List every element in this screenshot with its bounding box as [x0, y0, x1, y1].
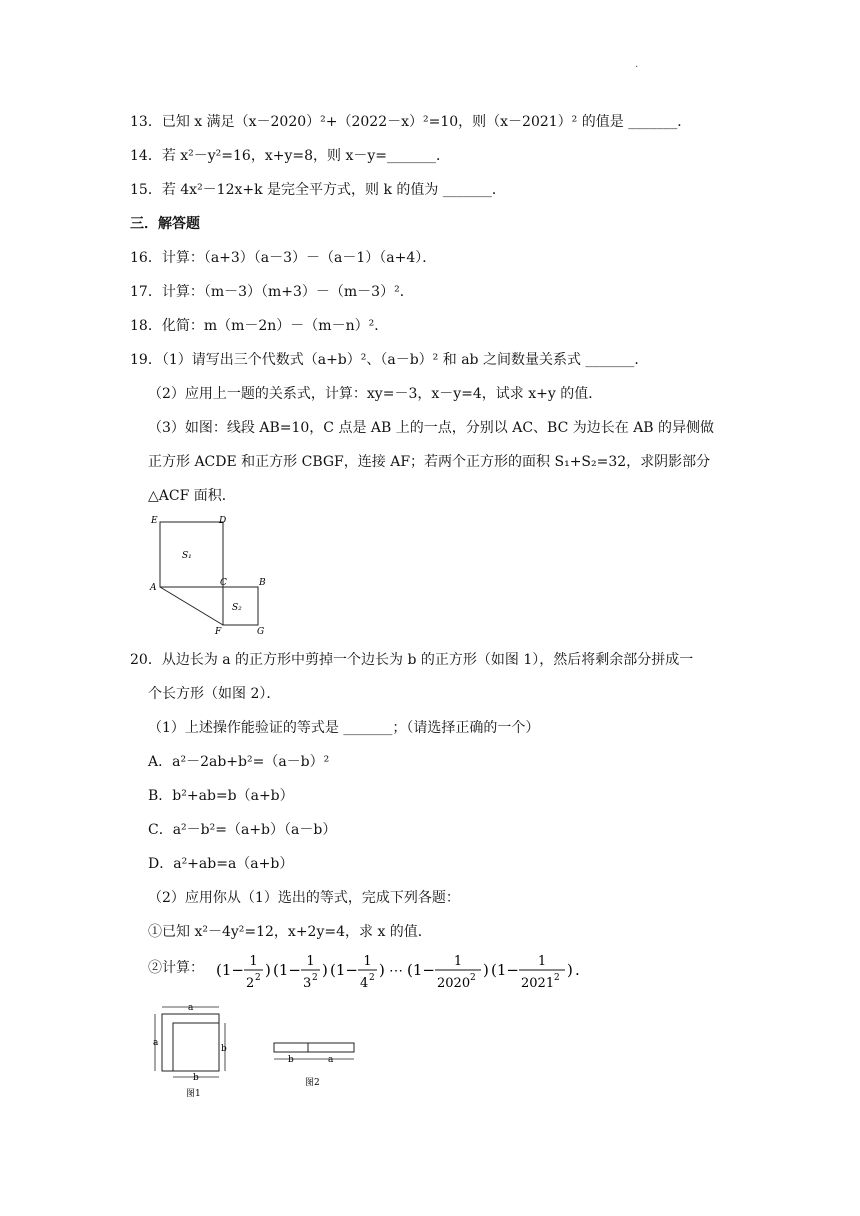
fraction-exponent-4: 2: [554, 973, 560, 983]
fraction-close-0: ): [265, 961, 271, 979]
question-16: 16．计算：（a+3）（a－3）－（a－1）（a+4）．: [130, 250, 437, 266]
question-19-part-2: （2）应用上一题的关系式，计算：xy=－3，x－y=4，试求 x+y 的值．: [148, 386, 603, 402]
figure-19: [145, 512, 275, 640]
label-a: A: [150, 583, 157, 593]
label-b: B: [259, 578, 266, 588]
question-20b: 个长方形（如图 2）．: [148, 686, 281, 702]
fig2-label-a: a: [328, 1055, 334, 1065]
fig1-label-b-right: b: [221, 1044, 227, 1054]
fraction-denominator-3: 2020: [437, 976, 471, 991]
segment-af: [160, 587, 223, 625]
question-20-part-2: （2）应用你从（1）选出的等式，完成下列各题：: [148, 890, 460, 906]
fraction-numerator-2: 1: [363, 954, 372, 969]
rectangle: [274, 1043, 354, 1052]
label-d: D: [219, 516, 227, 526]
fraction-open-4: (1−: [491, 961, 519, 979]
fraction-close-4: ): [567, 961, 573, 979]
question-19-part-3c: △ACF 面积．: [148, 488, 236, 504]
fraction-denominator-1: 3: [303, 976, 312, 991]
fraction-numerator-0: 1: [249, 954, 258, 969]
fraction-open-3: (1−: [407, 961, 435, 979]
ellipsis: ⋯: [389, 963, 403, 979]
expression-period: .: [575, 961, 580, 979]
question-19-part-3b: 正方形 ACDE 和正方形 CBGF，连接 AF；若两个正方形的面积 S₁+S₂=32，求阴影部分: [148, 454, 711, 470]
fig1-caption: 图1: [186, 1089, 201, 1099]
question-20-part-2-1: ①已知 x²－4y²=12，x+2y=4，求 x 的值．: [148, 924, 432, 940]
label-c: C: [220, 578, 227, 588]
fraction-product-expression: [214, 945, 614, 995]
question-18: 18．化简：m（m－2n）－（m－n）²．: [130, 318, 389, 334]
label-e: E: [151, 516, 158, 526]
label-s2: S₂: [232, 603, 242, 613]
question-17: 17．计算：（m－3）（m+3）－（m－3）²．: [130, 284, 414, 300]
fig1-label-a-left: a: [153, 1038, 159, 1048]
fraction-exponent-0: 2: [255, 973, 261, 983]
fig2-label-b: b: [288, 1055, 294, 1065]
fraction-close-1: ): [322, 961, 328, 979]
fraction-open-1: (1−: [273, 961, 301, 979]
label-f: F: [215, 627, 222, 637]
question-14: 14．若 x²－y²=16，x+y=8，则 x－y=_______．: [130, 148, 450, 164]
option-a: A．a²－2ab+b²=（a－b）²: [148, 754, 330, 770]
fraction-exponent-1: 2: [312, 973, 318, 983]
fraction-open-2: (1−: [330, 961, 358, 979]
header-mark: ·: [635, 62, 639, 73]
fraction-numerator-1: 1: [306, 954, 315, 969]
section-heading: 三．解答题: [130, 216, 200, 232]
question-19-part-1: 19．（1）请写出三个代数式（a+b）²、（a－b）² 和 ab 之间数量关系式 _______．: [130, 352, 649, 368]
question-15: 15．若 4x²－12x+k 是完全平方式，则 k 的值为 _______．: [130, 182, 506, 198]
fraction-open-0: (1−: [216, 961, 244, 979]
question-13: 13．已知 x 满足（x－2020）²+（2022－x）²=10，则（x－2021）² 的值是 _______．: [130, 114, 692, 130]
option-c: C．a²－b²=（a+b）（a－b）: [148, 822, 337, 838]
figure-1: [145, 1000, 255, 1100]
fraction-close-3: ): [483, 961, 489, 979]
fraction-numerator-3: 1: [453, 954, 463, 969]
fig1-label-a-top: a: [188, 1003, 194, 1013]
fig2-caption: 图2: [305, 1078, 320, 1088]
fraction-close-2: ): [379, 961, 385, 979]
fraction-denominator-0: 2: [246, 976, 255, 991]
question-20a: 20．从边长为 a 的正方形中剪掉一个边长为 b 的正方形（如图 1），然后将剩余部分拼成一: [130, 652, 694, 668]
option-b: B．b²+ab=b（a+b）: [148, 788, 294, 804]
label-s1: S₁: [182, 551, 192, 561]
figure-2: [268, 1035, 363, 1090]
fraction-denominator-2: 4: [360, 976, 369, 991]
option-d: D．a²+ab=a（a+b）: [148, 856, 294, 872]
question-20-part-2-2-prefix: ②计算：: [148, 960, 204, 976]
fraction-exponent-3: 2: [470, 973, 476, 983]
question-20-part-1: （1）上述操作能验证的等式是 _______；（请选择正确的一个）: [148, 720, 540, 736]
fraction-numerator-4: 1: [537, 954, 547, 969]
fig1-label-b-bottom: b: [193, 1073, 199, 1083]
fraction-denominator-4: 2021: [521, 976, 555, 991]
question-19-part-3a: （3）如图：线段 AB=10，C 点是 AB 上的一点，分别以 AC、BC 为边长在 AB 的异侧做: [148, 420, 715, 436]
label-g: G: [257, 627, 265, 637]
cut-square: [173, 1023, 219, 1071]
fraction-exponent-2: 2: [369, 973, 375, 983]
